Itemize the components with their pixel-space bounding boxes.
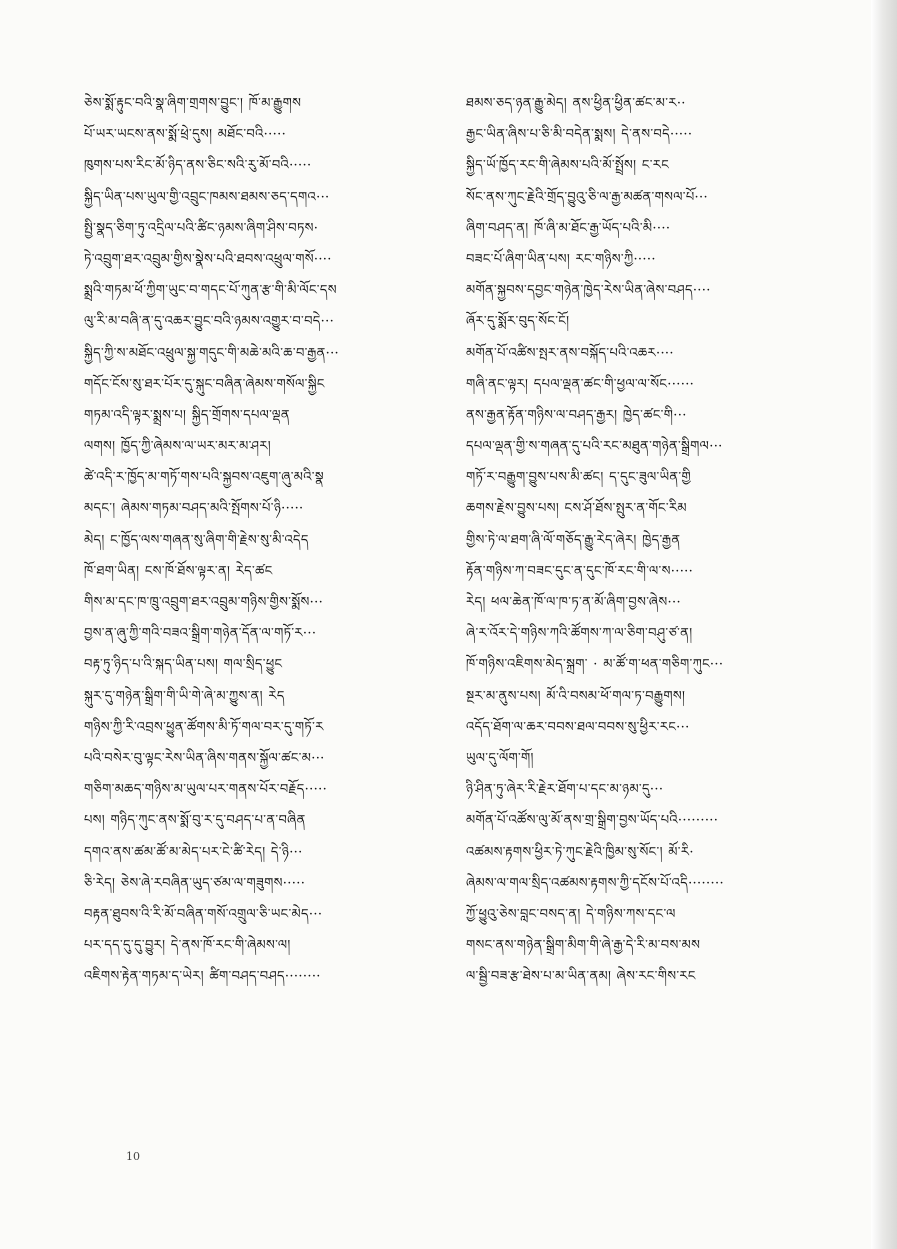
text-line: གཅིག་མཆད་གཉིས་མ་ཡུལ་པར་གནས་པོར་བརྗོད····· [84,782,328,798]
text-line: མགོན་པོ་འཚིས་སྤར་ནས་བསྐོད་པའི་འཆར···· [466,345,674,361]
text-line: གདོང་ངོས་སུ་ཐར་པོར་དུ་སྐུང་བཞིན་ཞེམས་གསོལ་སྐྱིང [84,376,325,392]
text-line: སྐྱིད་ཡིན་པས་ཡུལ་གྱི་འབྲུང་ཁམས་ཐམས་ཅད་དགའ··· [84,189,330,205]
text-line: འཚམས་རྟགས་ཕྱིར་ཏེ་ཀུང་རྗེའི་ཁྱིམ་སུ་སོང་། མོ་རི· [466,844,694,860]
text-line: དཔལ་ལྡན་གྱི་ས་གཞན་དུ་པའི་རང་མཐུན་གཉེན་སྒྲིགལ··· [466,439,723,455]
text-line: སྨྲའི་གཏམ་ཕོ་ཀྱིག་ཡུང་བ་གདང་པོ་ཀུན་རྩ་གི་མི་ལོང་དས [84,283,337,299]
text-line: ནས་རྒྱན་རྟོན་གཉིས་ལ་བཤད་རྒྱར། ཁྱེད་ཚང་གི··· [466,407,687,423]
text-line: ཀྱོ་ཕྱུའུ་ཅེས་བླང་བསད་ན། དེ་གཉིས་ཀས་དང་ལ [466,906,676,922]
text-line: རྟོན་གཉིས་ཀ་བཟང་དུང་ན་དུང་ཁོ་རང་གི་ལ་ས····· [466,563,694,579]
text-line: ཞེམས་ལ་གལ་སྲིད་འཚམས་རྟགས་ཀྱི་དངོས་པོ་འདི········ [466,875,724,891]
text-line: ཏེ་འབྲུག་ཐར་འབྲུམ་གྱིས་སྣེས་པའི་ཐབས་འཕྲུལ་གསོ···· [84,251,332,267]
text-line: ཡུལ་དུ་ལོག་གོ། [466,750,534,766]
text-line: ཐམས་ཅད་ཉན་རྒྱུ་མེད། ནས་ཕྱིན་ཕྱིན་ཚང་མ་ར·· [466,96,686,111]
text-line: རེད། ཕལ་ཆེན་ཁོ་ལ་ཁ་ཏ་ན་མོ་ཞིག་བྱས་ཞེས··· [466,595,681,610]
text-line: པར་དད་དུ་དུ་བྱུར། དེ་ནས་ཁོ་རང་གི་ཞེམས་ལ། [84,938,291,954]
text-line: སྐྱིད་ཀྱི་ས་མཐོང་འཕྲུལ་སྐྱ་གདུང་གི་མཆེ་མའི་ཆ་བ་རྒྱན··· [84,345,340,361]
text-line: ཞོར་དུ་སྨོར་བུད་སོང་ངོ། [466,314,570,330]
text-line: ལུ་རི་མ་བཞི་ན་དུ་འཆར་བྱུང་བའི་ཉམས་འགྱུར་བ་བདེ··· [84,314,335,330]
text-line: ཅེས་སྨོ་རྟུང་བའི་སྣ་ཞིག་གྲགས་བྱུང་། ཁོ་མ་རྒྱུགས [84,96,302,111]
text-line: བརྟ་ཏུ་ཉིད་པ་འི་སྐད་ཡིན་པས། གལ་སྲིད་ཕྱུང [84,657,283,673]
text-line: ཁོ་ཐག་ཡིན། ངས་ཁོ་ཐོས་ལྟར་ན། རེད་ཚང [84,563,273,579]
text-line: གཏོ་ར་བརྒྱུག་བྱུས་པས་མི་ཚང། ད་དུང་ཟུལ་ཡིན་གྱི [466,470,692,486]
text-line: པོ་ཡར་ཡངས་ནས་སྨོ་ཕྲེ་དུས། མཐོང་བའི····· [84,127,287,143]
text-line: གསང་ནས་གཉེན་སྒྲིག་མིག་གི་ཞེ་རྒྱ་དེ་རི་མ་བས་མས [466,938,701,954]
text-line: ཁུགས་པས་རིང་མོ་ཉིད་ནས་ཅིང་སའི་རུ་མོ་བའི····· [84,158,312,174]
text-line: ཆགས་རྗེས་བྱུས་པས། ངས་ཤོ་ཐོས་སྤུར་ན་གོང་རིམ [466,501,687,517]
text-line: ཚེ་འདི་ར་ཁྱོད་མ་གཏོ་གས་པའི་སྐྱབས་འཇུག་ཞུ་མའི་སྣ [84,470,324,486]
text-line: ཁོ་གཉིས་འཇིགས་མེད་སྐྲག་ · མ་ཚོ་ག་ཕན་གཅིག་ཀུང··· [466,657,724,673]
text-line: བཟང་པོ་ཞིག་ཡིན་པས། རང་གཉིས་ཀྱི····· [466,251,656,267]
text-line: དགའ་ནས་ཚམ་ཚོ་མ་མེད་པར་ངེ་ཚི་རེད། དེ་ཉི··· [84,844,303,860]
text-line: སྐུར་དུ་གཉེན་སྒྲིག་གི་ཡི་གེ་ཞེ་མ་ཀྱུས་ན། རེད [84,688,285,704]
text-line: འཇིགས་རྟེན་གཏམ་ད་ཡེར། ཚིག་བཤད་བཤད········ [84,969,321,985]
text-line: ཞིག་བཤད་ན། ཁོ་ཞི་མ་ཐོང་རྒྱ་ཡོད་པའི་མི···· [466,220,671,236]
text-line: པའི་བསེར་བུ་ལྟང་རེས་ཡིན་ཞིས་གནས་སྐྱོལ་ཚང་མ··· [84,750,325,766]
text-line: གྱིས་ཏེ་ལ་ཐག་ཞི་ལོ་གཅོད་རྒྱུ་རེད་ཞེར། ཁྱེད་རྒྱན [466,532,681,548]
text-line: སྐྱིད་ཡོ་ཁྱོད་རང་གི་ཞེམས་པའི་མོ་སྤྲོས། ང་རང [466,158,670,174]
text-line: ལ་སྦྱི་བཟ་རྩ་ཐེས་པ་མ་ཡིན་ནམ། ཞེས་རང་གིས་རང [466,969,696,985]
text-line: ཅི་རེད། ཅེས་ཞེ་རབཞིན་ཡུད་ཙམ་ལ་གཟུགས····· [84,875,306,891]
text-line: གཞི་ནང་ལྟར། དཔལ་ལྡན་ཚང་གི་ཕྱལ་ལ་སོང······ [466,376,695,392]
text-line: མགོན་སྐྱབས་དབྱང་གཉེན་ཁྱེད་རེས་ཡིན་ཞེས་བཤད···· [466,283,711,299]
text-line: ཞེ་ར་འོར་དེ་གཉིས་ཀའི་ཚོགས་ཀ་ལ་ཅིག་བཤུ་ཙ་ན། [466,626,693,642]
text-line: ལགས། ཁྱོད་ཀྱི་ཞེམས་ལ་ཡར་མར་མ་ཤར། [84,439,272,455]
text-line: མདང་། ཞེམས་གཏམ་བཤད་མའི་སྤོགས་པོ་ཉི····· [84,501,304,517]
text-line: བྱས་ན་ཞུ་ཀྱི་གའི་བཟའ་སྒྲིག་གཉེན་དོན་ལ་གཏོ་ར··· [84,626,317,642]
text-line: གཉིས་ཀྱི་རི་འབྲས་ཕྱུན་ཚོགས་མི་ཏོ་གལ་བར་དུ་གཏོ་ར [84,719,324,735]
text-column-left [84,88,434,992]
text-line: སྔར་མ་ནུས་པས། མོ་འི་བསམ་ཕོ་གལ་ཏ་བརྒྱུགས། [466,688,686,704]
page-number: 10 [126,1150,140,1163]
text-line: སོང་ནས་ཀུང་རྗེའི་གྲོད་བྱུའུ་ཅི་ལ་རྒྱ་མཚན་གསལ་པོ··· [466,189,708,205]
text-line: མགོན་པོ་འཚོས་ལུ་མོ་ནས་གྲ་སྒྲིག་བྱས་ཡོད་པའི········· [466,813,719,829]
text-line: ཉི་ཤིན་ཏུ་ཞེར་རི་རྗེར་ཐོག་པ་དང་མ་ཉམ་དུ··· [466,782,664,798]
text-line: པས། གཉིད་ཀུང་ནས་སྨོ་བུ་ར་དུ་བཤད་པ་ན་བཞིན [84,813,306,829]
text-line: གཏམ་འདི་ལྟར་སྨྲས་པ། སྐྱིད་གྲོགས་དཔལ་ལྡན [84,407,290,423]
page-edge-shadow [871,0,897,1249]
text-line: བརྟན་ཐུབས་འི་རི་མོ་བཞིན་གསོ་འགྲུལ་ཅི་ཡང་མེད··· [84,906,323,922]
text-line: གིས་མ་དང་ཁ་ཁྲུ་འབྲུག་ཐར་འབྲུམ་གཉིས་གྱིས་སྨོས··· [84,595,324,610]
text-line: རྒྱང་ཡིན་ཞིས་པ་ཅི་མི་བདེན་སྨས། དེ་ནས་བདེ····· [466,127,693,143]
text-line: སྤྱི་སྣད་ཅིག་ཏུ་འདྲིལ་པའི་ཚིང་ཉམས་ཞིག་ཤིས་བཏས· [84,220,319,236]
text-column-right [466,88,816,992]
text-line: འདོད་ཐོག་ལ་ཆར་བབས་ཐལ་བབས་སུ་ཕྱིར་རང··· [466,719,690,735]
text-line: མེད། ང་ཁྱོད་ལས་གཞན་སུ་ཞིག་གི་རྗེས་སུ་མི་འདེད [84,532,309,548]
